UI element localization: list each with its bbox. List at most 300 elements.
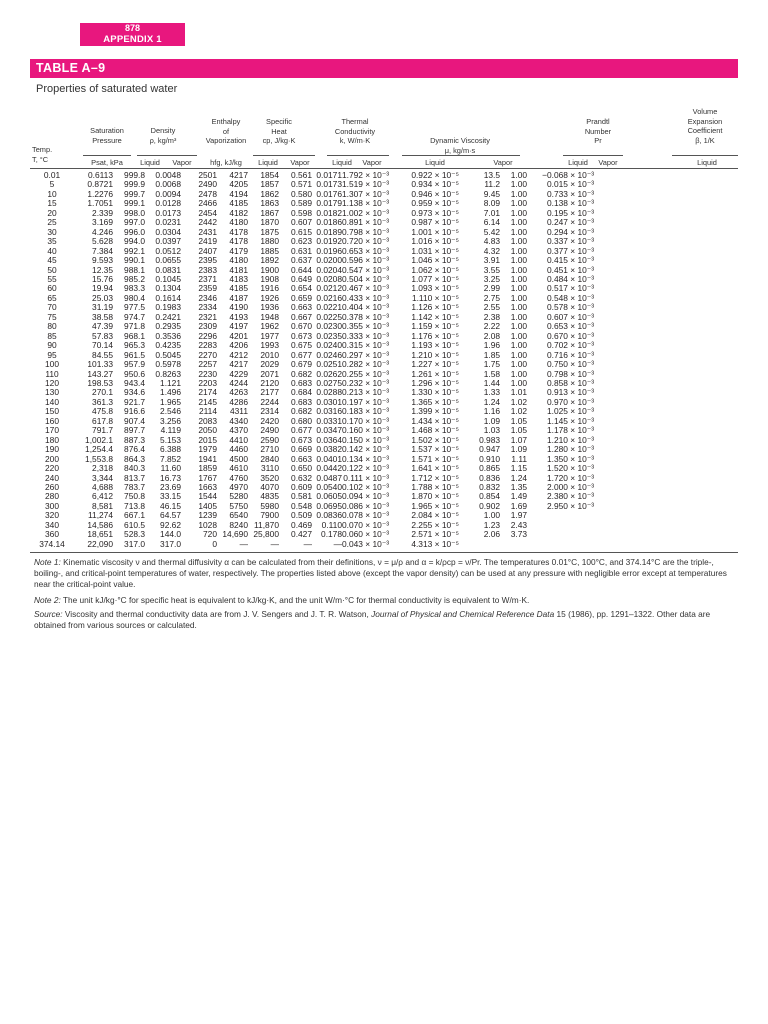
table-cell: 4185 (229, 283, 248, 294)
table-cell: 1979 (198, 444, 217, 455)
table-cell: 1885 (260, 245, 279, 256)
table-cell: 0.183 × 10⁻³ (342, 406, 390, 417)
table-cell: 0.8263 (155, 368, 181, 379)
table-cell: 0.484 × 10⁻³ (547, 273, 595, 284)
table-cell: 2177 (260, 387, 279, 398)
table-cell: 0.609 (291, 481, 312, 492)
table-cell: 0.0171 (316, 170, 342, 180)
table-cell: 5980 (260, 500, 279, 511)
table-cell: 1.093 × 10⁻⁵ (411, 283, 460, 294)
table-cell: 20 (47, 207, 57, 218)
table-cell: 1.145 × 10⁻³ (547, 415, 595, 426)
table-cell: 4410 (229, 434, 248, 445)
table-cell: 1.16 (483, 406, 501, 417)
header-enthalpy: Enthalpy of Vaporization (205, 117, 247, 146)
note-1-label: Note 1: (34, 557, 61, 567)
table-cell: 3.169 (92, 217, 113, 228)
table-cell: 0.720 × 10⁻³ (342, 236, 390, 247)
table-cell: 2296 (198, 330, 217, 341)
table-cell: 1.24 (483, 396, 501, 407)
table-cell: 2.255 × 10⁻⁵ (411, 519, 460, 530)
table-cell: 1.788 × 10⁻⁵ (411, 481, 460, 492)
table-cell: 1544 (198, 491, 217, 502)
table-cell: 340 (45, 519, 59, 530)
table-cell: 4182 (229, 207, 248, 218)
saturated-water-table (30, 171, 598, 549)
table-cell: 0.667 (291, 311, 312, 322)
table-cell: 16.73 (160, 472, 181, 483)
table-cell: 2.571 × 10⁻⁵ (411, 529, 460, 540)
table-cell: 0.0189 (316, 226, 342, 237)
table-cell: 2270 (198, 349, 217, 360)
table-cell: 0.509 (291, 510, 312, 521)
table-cell: 1.02 (510, 396, 528, 407)
table-cell: 2710 (260, 444, 279, 455)
table-cell: 0.798 × 10⁻³ (342, 226, 390, 237)
table-cell: 300 (45, 500, 59, 511)
table-cell: 0.197 × 10⁻³ (342, 396, 390, 407)
table-cell: 0.0347 (316, 425, 342, 436)
table-cell: 4835 (260, 491, 279, 502)
table-cell: 1.44 (483, 377, 501, 388)
table-cell: 0.683 (291, 377, 312, 388)
table-cell: 2407 (198, 245, 217, 256)
table-cell: 921.7 (124, 396, 145, 407)
table-cell: 0.733 × 10⁻³ (547, 188, 595, 199)
table-cell: 0.987 × 10⁻⁵ (411, 217, 460, 228)
table-cell: 965.3 (124, 340, 145, 351)
table-cell: 0.134 × 10⁻³ (342, 453, 390, 464)
table-cell: 974.7 (124, 311, 145, 322)
table-cell: 7900 (260, 510, 279, 521)
table-cell: 0.0173 (316, 179, 342, 190)
table-cell: 0.337 × 10⁻³ (547, 236, 595, 247)
table-cell: 4193 (229, 311, 248, 322)
subheader-pr-vapor: Vapor (598, 158, 618, 167)
table-cell: 2321 (198, 311, 217, 322)
table-cell: 2490 (198, 179, 217, 190)
table-cell: 2071 (260, 368, 279, 379)
table-cell: 961.5 (124, 349, 145, 360)
table-cell: 4,688 (92, 481, 113, 492)
table-cell: 14,586 (87, 519, 113, 530)
table-cell: 980.4 (124, 292, 145, 303)
table-cell: 1.062 × 10⁻⁵ (411, 264, 460, 275)
header-temp: Temp. T, °C (32, 145, 53, 164)
table-cell: 1.520 × 10⁻³ (547, 463, 595, 474)
table-cell: 1,002.1 (85, 434, 113, 445)
table-cell: 2466 (198, 198, 217, 209)
table-cell (500, 540, 527, 549)
table-rule-top (30, 168, 738, 169)
table-cell: 2309 (198, 321, 217, 332)
table-cell: 1.965 (160, 396, 181, 407)
table-cell: 0.255 × 10⁻³ (342, 368, 390, 379)
table-cell: 1663 (198, 481, 217, 492)
subheader-density-liquid: Liquid (140, 158, 160, 167)
table-cell: 0.297 × 10⁻³ (342, 349, 390, 360)
table-cell: 2.38 (483, 311, 501, 322)
table-cell: 0.0382 (316, 444, 342, 455)
table-cell: 0.01 (43, 170, 61, 180)
table-cell: 9.593 (92, 255, 113, 266)
table-cell: 2257 (198, 359, 217, 370)
table-cell: 4201 (229, 330, 248, 341)
table-cell: 47.39 (92, 321, 113, 332)
table-cell: 0.675 (291, 340, 312, 351)
table-cell: 1.96 (483, 340, 501, 351)
table-cell: 31.19 (92, 302, 113, 313)
table-cell: 1.05 (510, 425, 528, 436)
table-cell: 0.0179 (316, 198, 342, 209)
table-cell: 0.195 × 10⁻³ (547, 207, 595, 218)
table-cell: 1.00 (510, 188, 528, 199)
table-cell: 0.649 (291, 273, 312, 284)
subheader-cp-vapor: Vapor (290, 158, 310, 167)
table-cell: 4610 (229, 463, 248, 474)
table-cell: 5.42 (483, 226, 501, 237)
table-cell: 0.160 × 10⁻³ (342, 425, 390, 436)
table-cell: 35 (47, 236, 57, 247)
table-cell: 1.00 (510, 226, 528, 237)
table-cell: 0.970 × 10⁻³ (547, 396, 595, 407)
table-cell: 220 (45, 463, 59, 474)
table-cell: 1.09 (483, 415, 501, 426)
table-cell: 50 (47, 264, 57, 275)
table-cell: 144.0 (160, 529, 181, 540)
table-cell: 85 (47, 330, 57, 341)
table-cell: 4179 (229, 245, 248, 256)
table-cell: 0.0275 (316, 377, 342, 388)
table-cell: 1.227 × 10⁻⁵ (411, 359, 460, 370)
table-cell: 0.0221 (316, 302, 342, 313)
table-cell: 190 (45, 444, 59, 455)
table-cell: 988.1 (124, 264, 145, 275)
table-cell: 1.24 (510, 472, 528, 483)
table-cell: 60 (47, 283, 57, 294)
table-cell: 0.094 × 10⁻³ (342, 491, 390, 502)
header-rule (327, 155, 389, 156)
table-cell: 25.03 (92, 292, 113, 303)
table-cell: 2.339 (92, 207, 113, 218)
table-cell: 4370 (229, 425, 248, 436)
table-cell: 4187 (229, 292, 248, 303)
table-cell: 4181 (229, 264, 248, 275)
table-cell: 0.659 (291, 292, 312, 303)
subheader-beta-liquid: Liquid (697, 158, 717, 167)
table-cell: 4180 (229, 217, 248, 228)
table-cell: 0.946 × 10⁻⁵ (411, 188, 460, 199)
table-cell: 0.632 (291, 472, 312, 483)
table-cell: 1.178 × 10⁻³ (547, 425, 595, 436)
table-cell: 0.111 × 10⁻³ (343, 472, 390, 483)
table-cell: 999.7 (124, 188, 145, 199)
table-cell: 999.9 (124, 179, 145, 190)
table-cell: 1.016 × 10⁻⁵ (411, 236, 460, 247)
header-specific-heat: Specific Heat cp, J/kg·K (262, 117, 296, 146)
table-cell: 0.0262 (316, 368, 342, 379)
table-cell: 11.2 (484, 179, 501, 190)
table-cell: 317.0 (160, 538, 181, 549)
table-cell: 100 (45, 359, 59, 370)
table-cell: 2.55 (483, 302, 501, 313)
table-cell: 360 (45, 529, 59, 540)
table-cell: 70.14 (92, 340, 113, 351)
table-cell: 0.607 (291, 217, 312, 228)
table-cell: 2346 (198, 292, 217, 303)
table-cell: 0.0487 (316, 472, 342, 483)
table-cell: 0.122 × 10⁻³ (342, 463, 390, 474)
table-cell: 22,090 (87, 538, 113, 549)
table-cell: 7.01 (483, 207, 501, 218)
page-header-tab (80, 23, 185, 46)
table-cell: 2244 (260, 396, 279, 407)
table-cell: 0.404 × 10⁻³ (342, 302, 390, 313)
table-cell: 0.653 × 10⁻³ (547, 321, 595, 332)
header-viscosity: Dynamic Viscosity μ, kg/m·s (430, 136, 490, 155)
table-cell: 2371 (198, 273, 217, 284)
table-cell: 0.798 × 10⁻³ (547, 368, 595, 379)
table-cell: 1.296 × 10⁻⁵ (411, 377, 460, 388)
table-cell: 240 (45, 472, 59, 483)
table-cell: 1867 (260, 207, 279, 218)
table-cell: 0.902 (479, 500, 501, 511)
table-cell: 1.261 × 10⁻⁵ (411, 368, 460, 379)
table-cell: 0.0240 (316, 340, 342, 351)
table-cell: 5.153 (160, 434, 181, 445)
table-cell: 65 (47, 292, 57, 303)
table-cell: 0.0540 (316, 481, 342, 492)
table-cell: −0.068 × 10⁻³ (542, 170, 595, 180)
table-cell: 4229 (229, 368, 248, 379)
table-cell: 3.25 (483, 273, 501, 284)
table-cell: 0.670 (291, 321, 312, 332)
table-cell: 985.2 (124, 273, 145, 284)
table-cell: 160 (45, 415, 59, 426)
table-cell: 3.91 (483, 255, 501, 266)
table-cell: 1.01 (510, 387, 528, 398)
table-cell: 0.0176 (316, 188, 342, 199)
table-cell: 840.3 (124, 463, 145, 474)
source-note (34, 609, 734, 631)
table-cell: 1.02 (510, 406, 528, 417)
table-cell: 0.679 (291, 359, 312, 370)
table-cell: 1.49 (510, 491, 528, 502)
table-cell: 791.7 (92, 425, 113, 436)
table-cell: 1239 (198, 510, 217, 521)
table-cell: 0.282 × 10⁻³ (342, 359, 390, 370)
table-cell: 1.00 (510, 311, 528, 322)
table-cell: 0.427 (291, 529, 312, 540)
source-text-b: 15 (1986), pp. 1291–1322. Other data are obtained from various sources or calculated. (34, 609, 711, 630)
table-cell: 0.663 (291, 302, 312, 313)
table-cell: 280 (45, 491, 59, 502)
appendix-label: APPENDIX 1 (103, 34, 162, 45)
table-cell: 0.433 × 10⁻³ (342, 292, 390, 303)
table-cell: 95 (47, 349, 57, 360)
table-cell: 0.673 (291, 330, 312, 341)
table-cell: 3,344 (92, 472, 113, 483)
table-cell: 1.571 × 10⁻⁵ (411, 453, 460, 464)
table-cell: 0.947 (479, 444, 501, 455)
table-cell: 0.467 × 10⁻³ (342, 283, 390, 294)
table-cell: 0.578 × 10⁻³ (547, 302, 595, 313)
table-cell: 0.102 × 10⁻³ (342, 481, 390, 492)
table-cell: 0.5045 (155, 349, 181, 360)
table-cell: 977.5 (124, 302, 145, 313)
table-cell: 1.00 (510, 368, 528, 379)
table-cell: 1.00 (510, 302, 528, 313)
table-cell: 1.00 (510, 377, 528, 388)
table-cell: 0.0231 (155, 217, 181, 228)
note-1 (34, 557, 734, 590)
table-cell: 4500 (229, 453, 248, 464)
table-cell: 5 (49, 179, 55, 190)
table-cell: 4.32 (483, 245, 501, 256)
table-cell: 1.69 (510, 500, 528, 511)
table-title-bar (30, 59, 738, 78)
header-conductivity: Thermal Conductivity k, W/m·K (334, 117, 376, 146)
table-cell: 0.0196 (316, 245, 342, 256)
table-cell: 0.637 (291, 255, 312, 266)
table-cell: 2015 (198, 434, 217, 445)
table-cell: 1908 (260, 273, 279, 284)
table-cell: 4.119 (160, 425, 181, 436)
table-cell: 4070 (260, 481, 279, 492)
table-cell: 0.043 × 10⁻³ (342, 538, 390, 549)
subheader-density-vapor: Vapor (172, 158, 192, 167)
table-cell: 38.58 (92, 311, 113, 322)
header-prandtl: Prandtl Number Pr (584, 117, 612, 146)
table-cell: 10 (47, 188, 57, 199)
table-cell: 1993 (260, 340, 279, 351)
table-cell: 40 (47, 245, 57, 256)
table-cell: 0.0836 (316, 510, 342, 521)
table-cell: 1.307 × 10⁻³ (342, 188, 390, 199)
table-cell: 0.333 × 10⁻³ (342, 330, 390, 341)
table-cell: — (270, 538, 279, 549)
table-cell: 33.15 (160, 491, 181, 502)
table-cell: 1941 (198, 453, 217, 464)
table-cell: 957.9 (124, 359, 145, 370)
table-cell: 0.0695 (316, 500, 342, 511)
table-cell: 2419 (198, 236, 217, 247)
subheader-mu-liquid: Liquid (425, 158, 445, 167)
header-rule (672, 155, 738, 156)
table-cell: 950.6 (124, 368, 145, 379)
table-cell: 0.623 (291, 236, 312, 247)
table-cell: 1.07 (510, 434, 528, 445)
table-cell: — (303, 538, 312, 549)
table-cell: 0.669 (291, 444, 312, 455)
table-cell: 1.03 (483, 425, 501, 436)
table-cell: 1.33 (483, 387, 501, 398)
table-cell: 1.05 (510, 415, 528, 426)
header-expansion: Volume Expansion Coefficient β, 1/K (687, 107, 723, 145)
table-cell: 0.548 (291, 500, 312, 511)
table-cell: 4263 (229, 387, 248, 398)
table-cell (465, 540, 500, 549)
table-cell: 4217 (229, 170, 248, 180)
header-rule (137, 155, 197, 156)
table-cell: 0.0246 (316, 349, 342, 360)
table-cell: 0.0512 (155, 245, 181, 256)
table-cell: 0.684 (291, 387, 312, 398)
table-cell: 4206 (229, 340, 248, 351)
table-cell: 2.546 (160, 406, 181, 417)
table-cell: 3520 (260, 472, 279, 483)
table-cell: 25 (47, 217, 57, 228)
table-cell: 0.0200 (316, 255, 342, 266)
table-cell: 92.62 (160, 519, 181, 530)
table-cell: 2174 (198, 387, 217, 398)
table-cell: 916.6 (124, 406, 145, 417)
table-cell: 1.58 (483, 368, 501, 379)
table-cell: 4340 (229, 415, 248, 426)
table-cell: 968.1 (124, 330, 145, 341)
table-cell: 0.1045 (155, 273, 181, 284)
table-cell: 1854 (260, 170, 279, 180)
header-pressure: Saturation Pressure (90, 126, 124, 145)
table-cell: 1916 (260, 283, 279, 294)
table-row (30, 540, 598, 549)
table-cell: 1.031 × 10⁻⁵ (411, 245, 460, 256)
table-cell: 0.836 (479, 472, 501, 483)
table-cell: 1.35 (510, 481, 528, 492)
table-cell: 0.0182 (316, 207, 342, 218)
table-cell: 5750 (229, 500, 248, 511)
table-cell: 13.5 (483, 170, 501, 180)
table-row (30, 530, 598, 539)
table-cell: 55 (47, 273, 57, 284)
table-cell: 1.176 × 10⁻⁵ (411, 330, 460, 341)
table-cell: 317.0 (124, 538, 145, 549)
table-cell: 198.53 (87, 377, 113, 388)
table-cell: 998.0 (124, 207, 145, 218)
table-cell: 4.313 × 10⁻⁵ (411, 538, 460, 549)
table-cell: 5280 (229, 491, 248, 502)
table-cell: 2840 (260, 453, 279, 464)
table-cell: 6540 (229, 510, 248, 521)
table-cell: 1863 (260, 198, 279, 209)
table-cell: 1767 (198, 472, 217, 483)
table-cell: 1859 (198, 463, 217, 474)
table-cell: 1.330 × 10⁻⁵ (411, 387, 460, 398)
table-cell: 0.2421 (155, 311, 181, 322)
table-cell: 2114 (198, 406, 217, 417)
table-cell: 0.683 (291, 396, 312, 407)
table-cell: 0.832 (479, 481, 501, 492)
table-cell: 0.983 (479, 434, 501, 445)
table-cell: 0.150 × 10⁻³ (342, 434, 390, 445)
table-cell: 2145 (198, 396, 217, 407)
subheader-cp-liquid: Liquid (258, 158, 278, 167)
table-cell: 0.0128 (155, 198, 181, 209)
table-cell: 0.913 × 10⁻³ (547, 387, 595, 398)
table-cell: 0.0204 (316, 264, 342, 275)
table-cell: 1.00 (510, 255, 528, 266)
table-cell: 0.1983 (155, 302, 181, 313)
table-cell: 1.142 × 10⁻⁵ (411, 311, 460, 322)
table-cell: 3110 (260, 463, 279, 474)
table-cell: 4311 (229, 406, 248, 417)
table-cell: 1.00 (510, 217, 528, 228)
table-cell: 0.0235 (316, 330, 342, 341)
table-cell: 5.628 (92, 236, 113, 247)
header-density: Density ρ, kg/m³ (149, 126, 177, 145)
table-cell: 2454 (198, 207, 217, 218)
table-cell: 4178 (229, 236, 248, 247)
